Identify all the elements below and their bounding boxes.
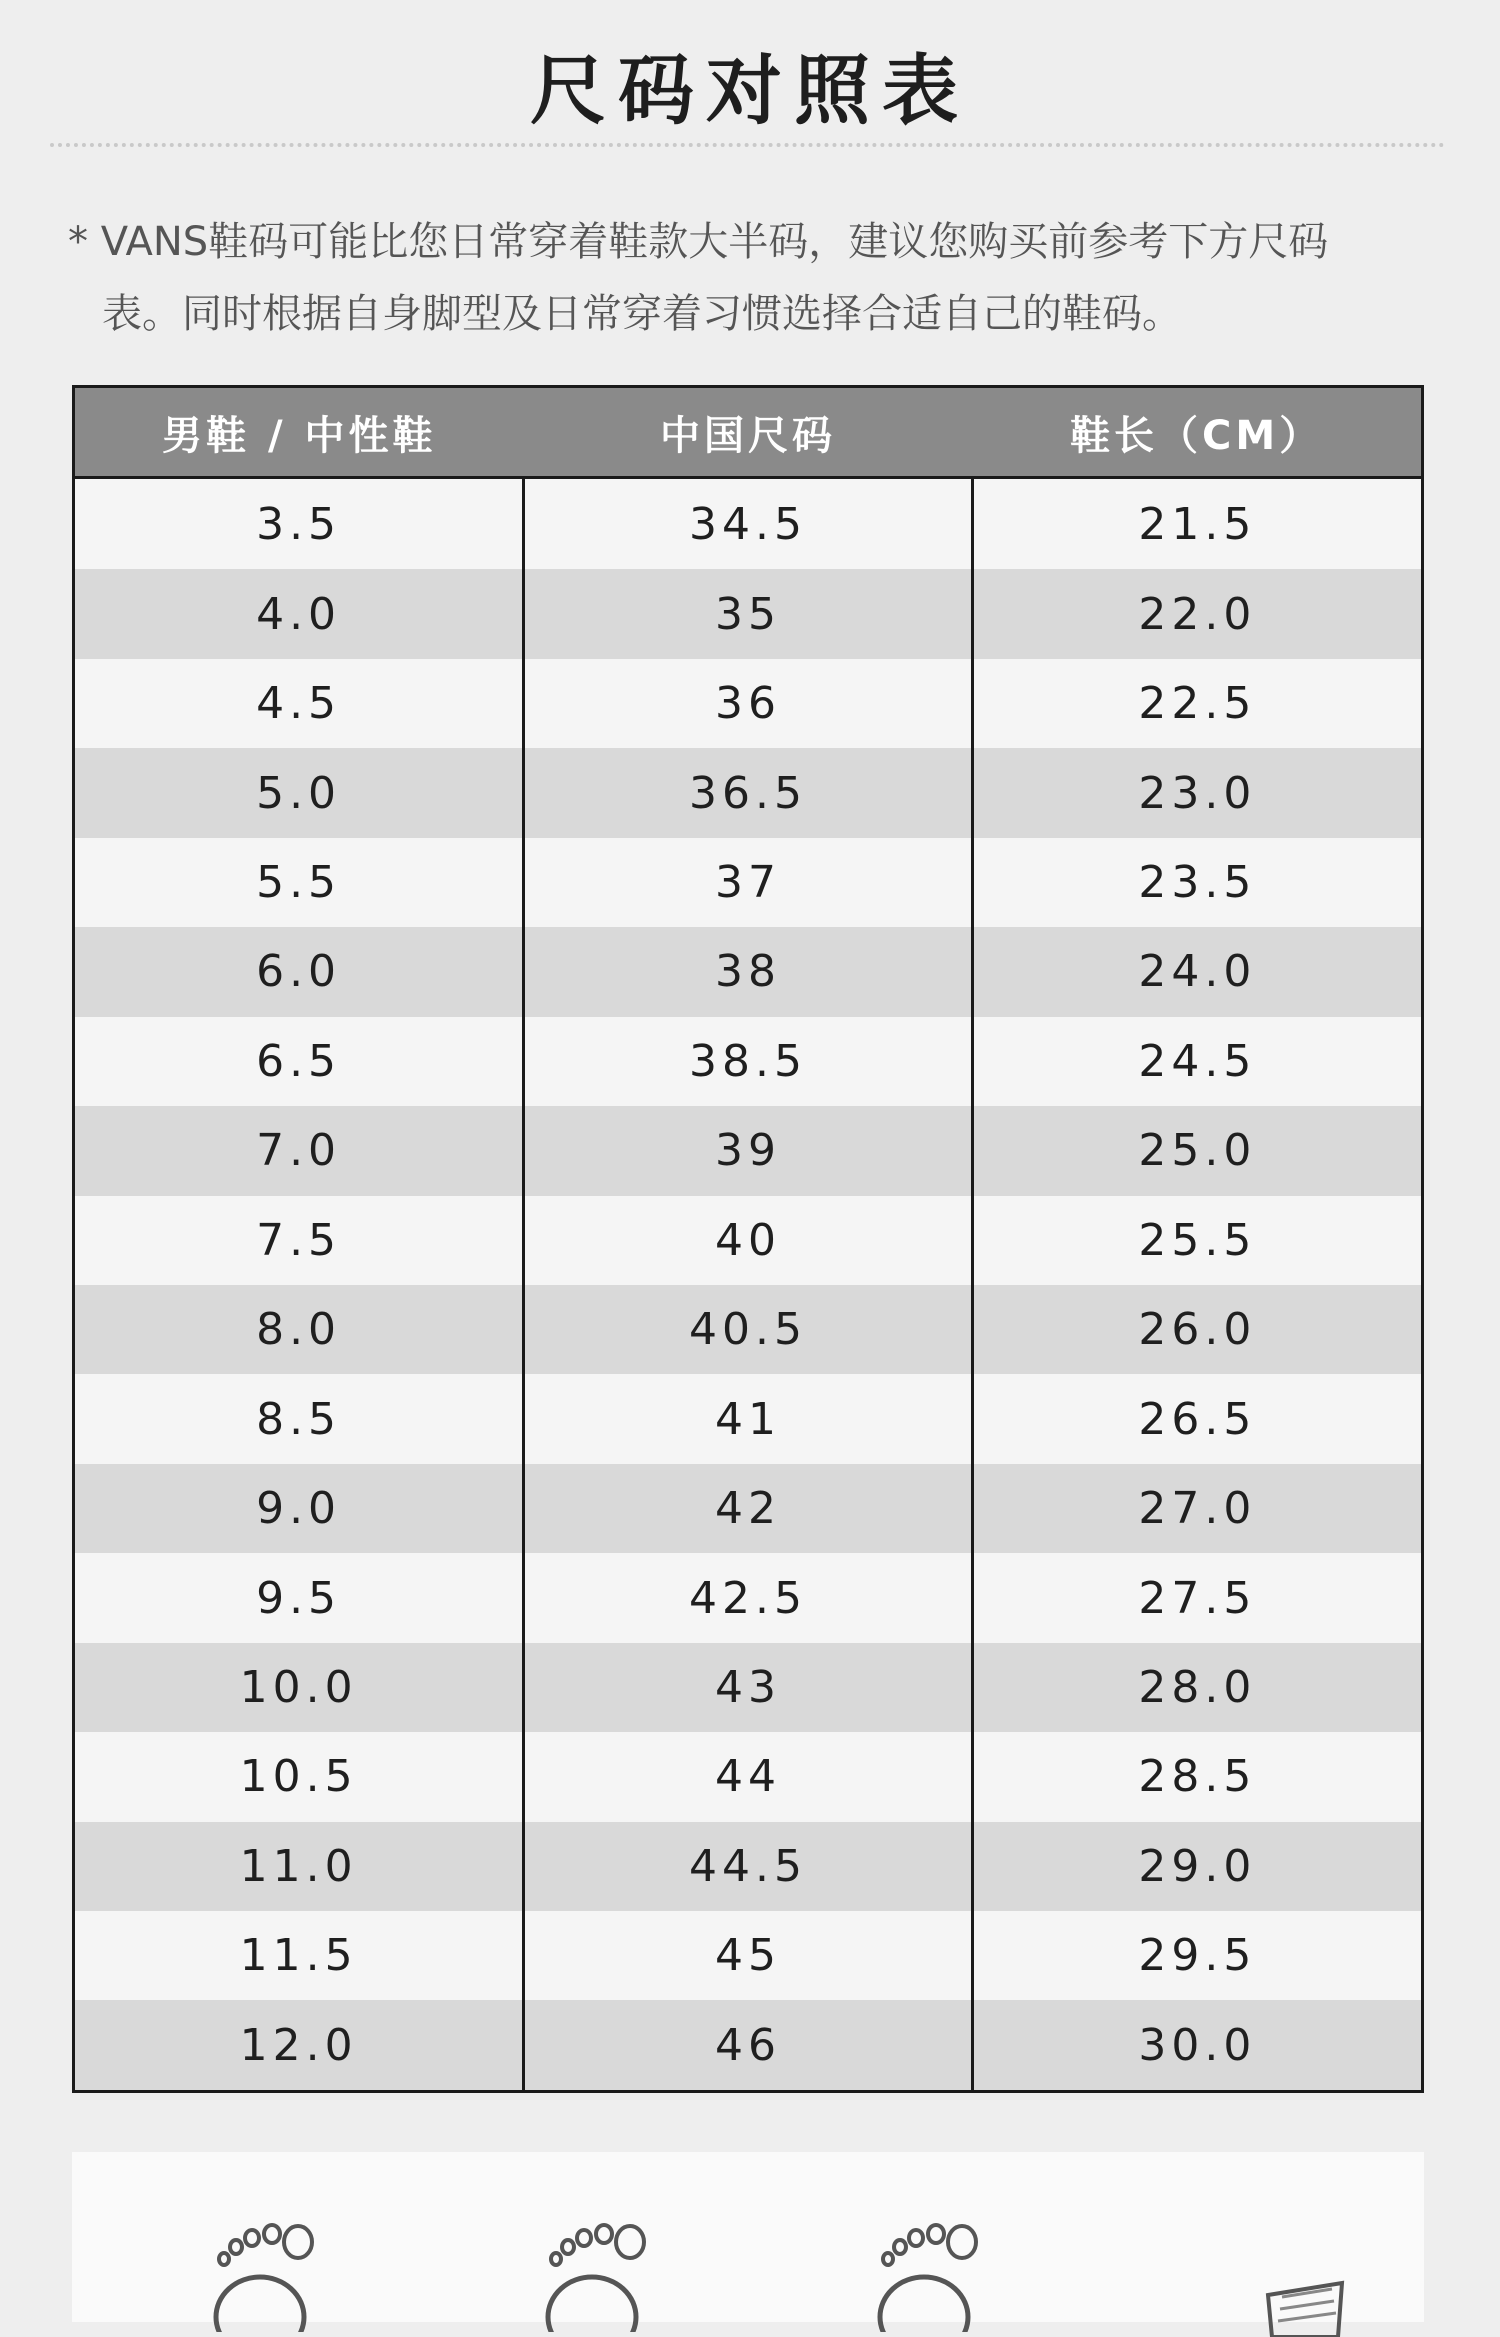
length-cell: 27.5 xyxy=(972,1553,1421,1642)
table-row xyxy=(75,1106,1421,1195)
length-cell: 22.5 xyxy=(972,659,1421,748)
china-size-cell: 36 xyxy=(524,659,973,748)
us-size-cell: 7.0 xyxy=(75,1106,524,1195)
table-row xyxy=(75,2000,1421,2090)
table-row xyxy=(75,748,1421,837)
length-cell: 29.0 xyxy=(972,1822,1421,1911)
china-size-cell: 35 xyxy=(524,569,973,658)
us-size-cell: 6.0 xyxy=(75,927,524,1016)
dotted-divider xyxy=(50,143,1445,147)
us-size-cell: 5.0 xyxy=(75,748,524,837)
china-size-cell: 41 xyxy=(524,1374,973,1463)
table-row xyxy=(75,838,1421,927)
length-cell: 28.0 xyxy=(972,1643,1421,1732)
length-cell: 26.0 xyxy=(972,1285,1421,1374)
us-size-cell: 3.5 xyxy=(75,478,524,570)
table-row xyxy=(75,1285,1421,1374)
length-cell: 29.5 xyxy=(972,1911,1421,2000)
china-size-cell: 44 xyxy=(524,1732,973,1821)
length-cell: 23.5 xyxy=(972,838,1421,927)
us-size-cell: 10.0 xyxy=(75,1643,524,1732)
table-body xyxy=(75,478,1421,2091)
length-cell: 30.0 xyxy=(972,2000,1421,2090)
size-note xyxy=(68,206,1448,350)
table-row xyxy=(75,478,1421,570)
china-size-cell: 37 xyxy=(524,838,973,927)
china-size-cell: 40.5 xyxy=(524,1285,973,1374)
header-china-size: 中国尺码 xyxy=(524,388,973,478)
us-size-cell: 4.0 xyxy=(75,569,524,658)
length-cell: 25.0 xyxy=(972,1106,1421,1195)
us-size-cell: 9.0 xyxy=(75,1464,524,1553)
table-row xyxy=(75,927,1421,1016)
table-row xyxy=(75,1822,1421,1911)
table-row xyxy=(75,1464,1421,1553)
us-size-cell: 12.0 xyxy=(75,2000,524,2090)
us-size-cell: 6.5 xyxy=(75,1017,524,1106)
table-row xyxy=(75,1732,1421,1821)
length-cell: 21.5 xyxy=(972,478,1421,570)
china-size-cell: 42 xyxy=(524,1464,973,1553)
table-row xyxy=(75,1643,1421,1732)
china-size-cell: 45 xyxy=(524,1911,973,2000)
china-size-cell: 36.5 xyxy=(524,748,973,837)
china-size-cell: 46 xyxy=(524,2000,973,2090)
size-chart-table xyxy=(72,385,1424,2093)
foot-icon xyxy=(200,2222,330,2332)
us-size-cell: 5.5 xyxy=(75,838,524,927)
ruler-icon xyxy=(1262,2277,1352,2337)
length-cell: 23.0 xyxy=(972,748,1421,837)
table-row xyxy=(75,1911,1421,2000)
china-size-cell: 42.5 xyxy=(524,1553,973,1642)
length-cell: 26.5 xyxy=(972,1374,1421,1463)
length-cell: 28.5 xyxy=(972,1732,1421,1821)
length-cell: 24.5 xyxy=(972,1017,1421,1106)
table-row xyxy=(75,569,1421,658)
us-size-cell: 7.5 xyxy=(75,1196,524,1285)
china-size-cell: 39 xyxy=(524,1106,973,1195)
china-size-cell: 44.5 xyxy=(524,1822,973,1911)
note-line-1: * VANS鞋码可能比您日常穿着鞋款大半码，建议您购买前参考下方尺码 xyxy=(68,219,1329,265)
foot-icon xyxy=(532,2222,662,2332)
china-size-cell: 43 xyxy=(524,1643,973,1732)
us-size-cell: 11.5 xyxy=(75,1911,524,2000)
us-size-cell: 8.5 xyxy=(75,1374,524,1463)
table-row xyxy=(75,659,1421,748)
length-cell: 24.0 xyxy=(972,927,1421,1016)
us-size-cell: 9.5 xyxy=(75,1553,524,1642)
page-title: 尺码对照表 xyxy=(530,46,970,135)
note-line-2: 表。同时根据自身脚型及日常穿着习惯选择合适自己的鞋码。 xyxy=(102,291,1182,337)
china-size-cell: 34.5 xyxy=(524,478,973,570)
china-size-cell: 40 xyxy=(524,1196,973,1285)
china-size-cell: 38.5 xyxy=(524,1017,973,1106)
table-row xyxy=(75,1374,1421,1463)
header-shoe-length: 鞋长（CM） xyxy=(972,388,1421,478)
foot-icon xyxy=(864,2222,994,2332)
china-size-cell: 38 xyxy=(524,927,973,1016)
us-size-cell: 8.0 xyxy=(75,1285,524,1374)
length-cell: 22.0 xyxy=(972,569,1421,658)
us-size-cell: 11.0 xyxy=(75,1822,524,1911)
us-size-cell: 4.5 xyxy=(75,659,524,748)
header-mens-unisex: 男鞋 / 中性鞋 xyxy=(75,388,524,478)
table-row xyxy=(75,1017,1421,1106)
us-size-cell: 10.5 xyxy=(75,1732,524,1821)
table-row xyxy=(75,1553,1421,1642)
length-cell: 25.5 xyxy=(972,1196,1421,1285)
foot-measure-panel xyxy=(72,2152,1424,2322)
table-header-row xyxy=(75,388,1421,478)
table-row xyxy=(75,1196,1421,1285)
length-cell: 27.0 xyxy=(972,1464,1421,1553)
